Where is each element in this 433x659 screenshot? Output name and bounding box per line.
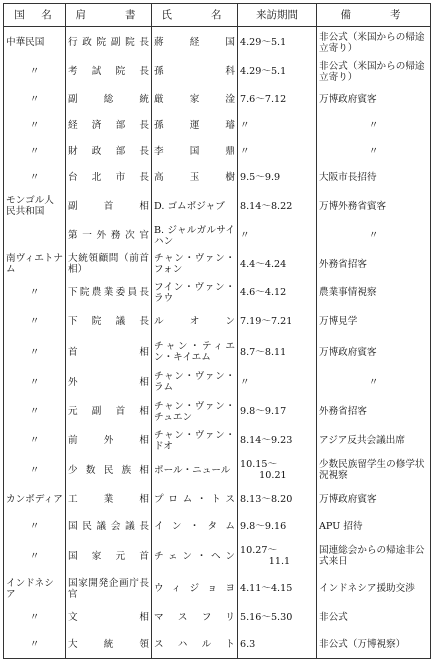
cell-country: 〃 [4,57,66,87]
table-row [4,57,431,87]
cell-name: フイン・ヴァン・ラウ [152,279,238,307]
cell-title: 経済部長 [66,113,152,139]
cell-remark: 外務省招客 [317,397,431,427]
table-row [4,307,431,337]
cell-country: 〃 [4,540,66,573]
cell-title: 副総統 [66,87,152,113]
cell-name: プロム・トス [152,486,238,513]
cell-remark: 万博政府賓客 [317,337,431,368]
cell-country [4,222,66,250]
table-row [4,397,431,427]
cell-country: 〃 [4,337,66,368]
cell-country: 〃 [4,165,66,191]
cell-title: 国民議会議長 [66,513,152,540]
cell-name: チャン・ヴァン・チュエン [152,397,238,427]
cell-period: 8.14〜8.22 [238,191,317,222]
cell-remark: 少数民族留学生の修学状況視察 [317,455,431,486]
cell-name: チャン・ヴァン・フォン [152,250,238,279]
cell-title: 国家開発企画庁長官 [66,573,152,605]
cell-period: 8.7〜8.11 [238,337,317,368]
table-row [4,455,431,486]
cell-period: 6.3 [238,631,317,659]
table-row [4,427,431,455]
table-row [4,605,431,631]
cell-title: 少数民族相 [66,455,152,486]
table-row [4,368,431,397]
cell-name: 孫 運 璿 [152,113,238,139]
cell-country: 中華民国 [4,27,66,57]
cell-remark: 農業事情視察 [317,279,431,307]
cell-remark: 非公式（万博視察） [317,631,431,659]
cell-name: マスフリ [152,605,238,631]
cell-name: 孫 科 [152,57,238,87]
cell-period: 〃 [238,222,317,250]
cell-name: チェン・ヘン [152,540,238,573]
cell-remark: 万博政府賓客 [317,486,431,513]
visitors-table [3,3,431,659]
cell-title: 財政部長 [66,139,152,165]
cell-title: 首相 [66,337,152,368]
cell-period: 4.29〜5.1 [238,57,317,87]
cell-remark: 非公式 [317,605,431,631]
cell-title: 下院農業委員長 [66,279,152,307]
cell-name: チャン・ティエン・キイエム [152,337,238,368]
cell-remark: 〃 [317,222,431,250]
header-row [4,4,431,27]
cell-period: 〃 [238,368,317,397]
table-row [4,337,431,368]
cell-period: 8.13〜8.20 [238,486,317,513]
cell-title: 行政院副院長 [66,27,152,57]
cell-title: 工業相 [66,486,152,513]
table-row [4,139,431,165]
table-row [4,250,431,279]
cell-period: 4.29〜5.1 [238,27,317,57]
cell-remark: インドネシア援助交渉 [317,573,431,605]
cell-name: イン・タム [152,513,238,540]
cell-period: 7.6〜7.12 [238,87,317,113]
cell-country: モンゴル人民共和国 [4,191,66,222]
cell-remark: 万博外務省賓客 [317,191,431,222]
cell-country: 〃 [4,427,66,455]
header-name: 氏 名 [152,4,238,27]
cell-name: チャン・ヴァン・ドオ [152,427,238,455]
cell-name: 高 玉 樹 [152,165,238,191]
table-row [4,540,431,573]
cell-remark: APU 招待 [317,513,431,540]
table-row [4,573,431,605]
cell-remark: 国連総会からの帰途非公式来日 [317,540,431,573]
cell-country: 〃 [4,113,66,139]
table-row [4,27,431,57]
cell-name: 蔣 経 国 [152,27,238,57]
cell-period: 9.8〜9.16 [238,513,317,540]
cell-country: インドネシア [4,573,66,605]
cell-remark: 非公式（米国からの帰途立寄り） [317,27,431,57]
cell-title: 大統領顧問（前首相） [66,250,152,279]
cell-country: 〃 [4,513,66,540]
header-country: 国 名 [4,4,66,27]
cell-period: 9.5〜9.9 [238,165,317,191]
cell-period: 9.8〜9.17 [238,397,317,427]
cell-country: 〃 [4,605,66,631]
cell-name: ル オ ン [152,307,238,337]
cell-title: 文相 [66,605,152,631]
cell-country: 〃 [4,631,66,659]
table-row [4,165,431,191]
cell-period: 4.11〜4.15 [238,573,317,605]
table-row [4,279,431,307]
cell-title: 元副首相 [66,397,152,427]
cell-period: 10.15〜 10.21 [238,455,317,486]
table-row [4,87,431,113]
cell-remark: 万博政府賓客 [317,87,431,113]
cell-title: 第一外務次官 [66,222,152,250]
cell-remark: 非公式（米国からの帰途立寄り） [317,57,431,87]
cell-remark: 外務省招客 [317,250,431,279]
cell-title: 大統領 [66,631,152,659]
cell-country: 〃 [4,279,66,307]
header-remark: 備 考 [317,4,431,27]
header-period: 来訪期間 [238,4,317,27]
cell-country: 〃 [4,368,66,397]
cell-name: スハルト [152,631,238,659]
cell-period: 5.16〜5.30 [238,605,317,631]
table-row [4,222,431,250]
cell-period: 〃 [238,113,317,139]
cell-country: 〃 [4,397,66,427]
cell-remark: アジア反共会議出席 [317,427,431,455]
table-row [4,631,431,659]
cell-country: カンボディア [4,486,66,513]
table-row [4,191,431,222]
cell-remark: 万博見学 [317,307,431,337]
cell-remark: 〃 [317,368,431,397]
cell-country: 〃 [4,139,66,165]
cell-name: チャン・ヴァン・ラム [152,368,238,397]
cell-country: 〃 [4,87,66,113]
cell-period: 10.27〜 11.1 [238,540,317,573]
table-row [4,513,431,540]
cell-country: 〃 [4,455,66,486]
cell-period: 7.19〜7.21 [238,307,317,337]
cell-period: 8.14〜9.23 [238,427,317,455]
table-row [4,486,431,513]
cell-period: 4.4〜4.24 [238,250,317,279]
cell-remark: 〃 [317,113,431,139]
cell-name: ウィジョヨ [152,573,238,605]
cell-period: 〃 [238,139,317,165]
cell-title: 副首相 [66,191,152,222]
cell-title: 下院議長 [66,307,152,337]
cell-name: ポール・ニュール [152,455,238,486]
table-row [4,113,431,139]
header-title: 肩 書 [66,4,152,27]
cell-remark: 大阪市長招待 [317,165,431,191]
cell-name: B. ジャルガルサイハン [152,222,238,250]
cell-title: 国家元首 [66,540,152,573]
cell-remark: 〃 [317,139,431,165]
cell-country: 〃 [4,307,66,337]
cell-name: D. ゴムボジャブ [152,191,238,222]
cell-title: 台北市長 [66,165,152,191]
cell-title: 外相 [66,368,152,397]
cell-name: 李 国 鼎 [152,139,238,165]
cell-title: 前外相 [66,427,152,455]
cell-name: 厳 家 淦 [152,87,238,113]
cell-period: 4.6〜4.12 [238,279,317,307]
cell-title: 考試院長 [66,57,152,87]
cell-country: 南ヴィエトナム [4,250,66,279]
